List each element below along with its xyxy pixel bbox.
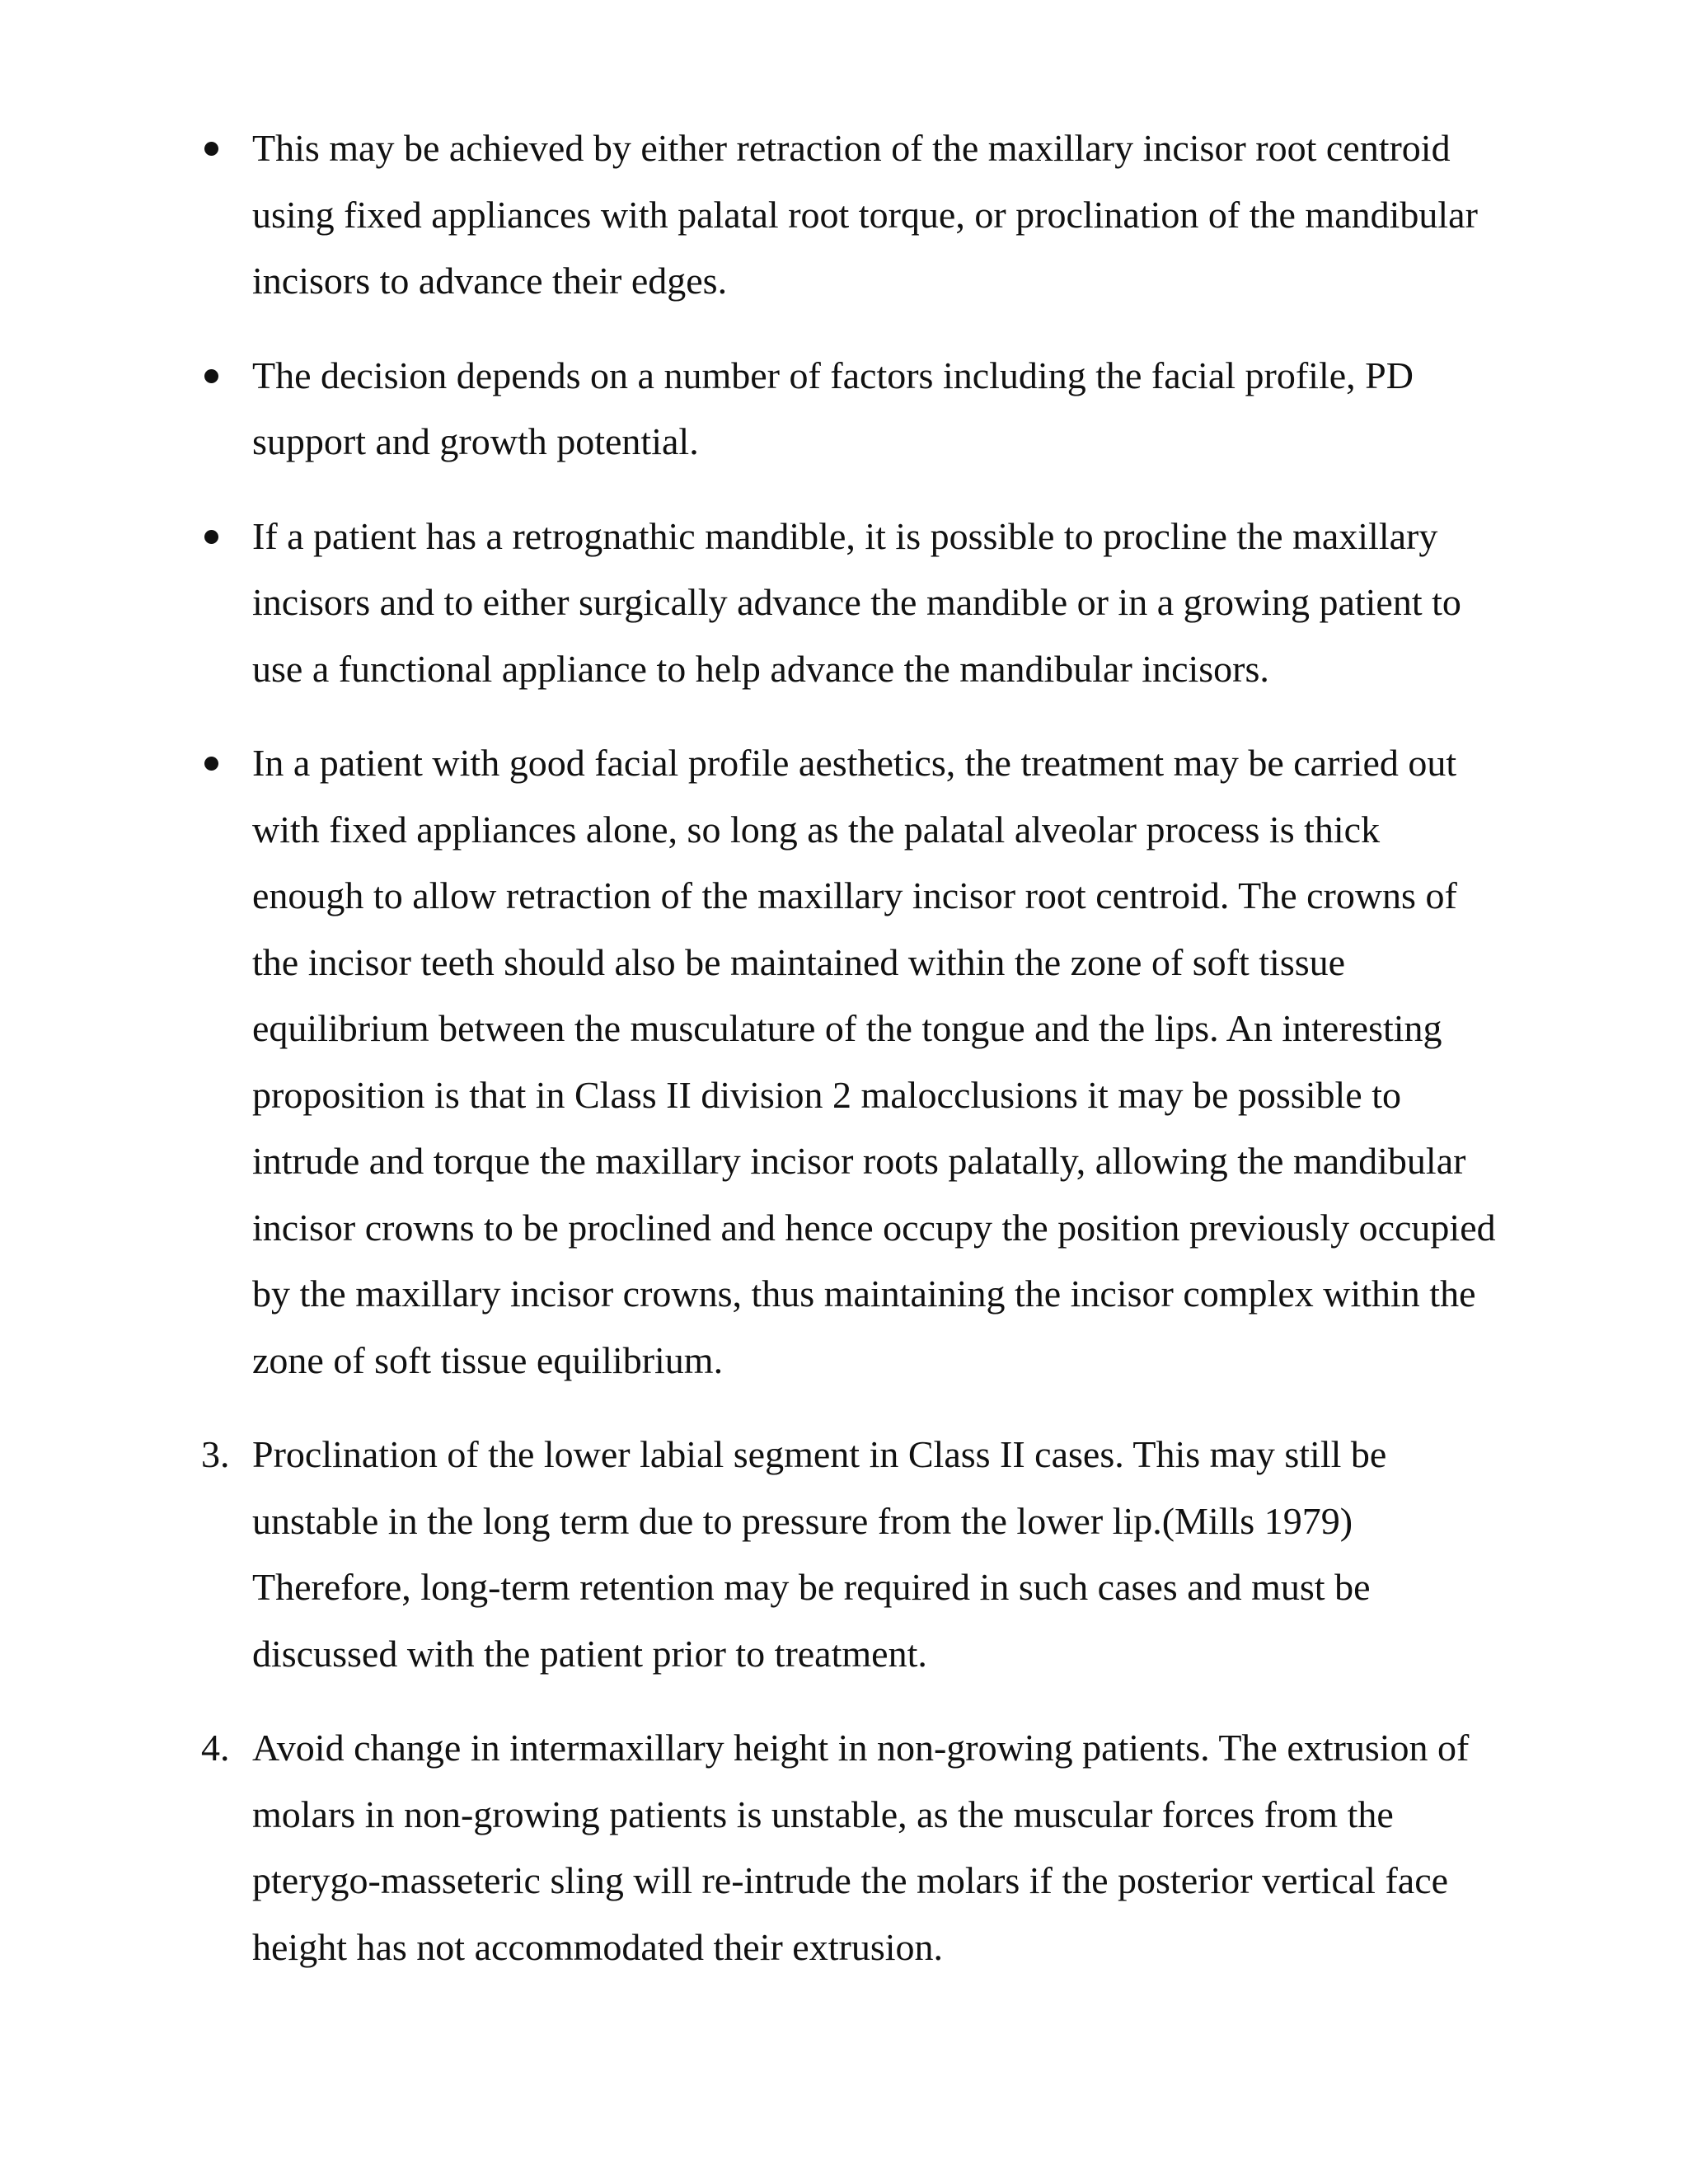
bullet-icon xyxy=(204,369,218,383)
list-item-text: This may be achieved by either retraction of the maxillary incisor root centroid using fixed appliances with palatal root torque, or proclination of the mandibular incisors to advance their edges. xyxy=(252,127,1478,302)
bullet-icon xyxy=(204,142,218,156)
list-item xyxy=(198,343,1500,476)
bullet-icon xyxy=(204,757,218,771)
list-number: 4. xyxy=(201,1727,230,1769)
list-item-text: If a patient has a retrognathic mandible, it is possible to procline the maxillary incisors and to either surgically advance the mandible or in a growing patient to use a functional appliance to help advance the mandibular incisors. xyxy=(252,514,1461,690)
list-item xyxy=(198,115,1500,315)
list-item-text: Proclination of the lower labial segment in Class II cases. This may still be unstable in the long term due to pressure from the lower lip.(Mills 1979) Therefore, long-term retention may be required in such cases and must be discussed with the patient prior to treatment. xyxy=(252,1433,1387,1675)
list-item-text: Avoid change in intermaxillary height in non-growing patients. The extrusion of molars in non-growing patients is unstable, as the muscular forces from the pterygo-masseteric sling will re-intrude the molars if the posterior vertical face height has not accommodated their extrusion. xyxy=(252,1727,1470,1968)
list-item xyxy=(198,1715,1500,1980)
list-number: 3. xyxy=(201,1433,230,1475)
list-item xyxy=(198,504,1500,703)
bullet-icon xyxy=(204,530,218,544)
list-item-text: The decision depends on a number of factors including the facial profile, PD support and growth potential. xyxy=(252,354,1414,462)
document-list xyxy=(198,115,1500,2008)
list-item xyxy=(198,1422,1500,1687)
list-item-text: In a patient with good facial profile aesthetics, the treatment may be carried out with fixed appliances alone, so long as the palatal alveolar process is thick enough to allow retraction of the maxillary incisor root centroid. The crowns of the incisor teeth should also be maintained within the zone of soft tissue equilibrium between the musculature of the tongue and the lips. An interesting proposition is that in Class II division 2 malocclusions it may be possible to intrude and torque the maxillary incisor roots palatally, allowing the mandibular incisor crowns to be proclined and hence occupy the position previously occupied by the maxillary incisor crowns, thus maintaining the incisor complex within the zone of soft tissue equilibrium. xyxy=(252,742,1496,1381)
list-item xyxy=(198,730,1500,1394)
